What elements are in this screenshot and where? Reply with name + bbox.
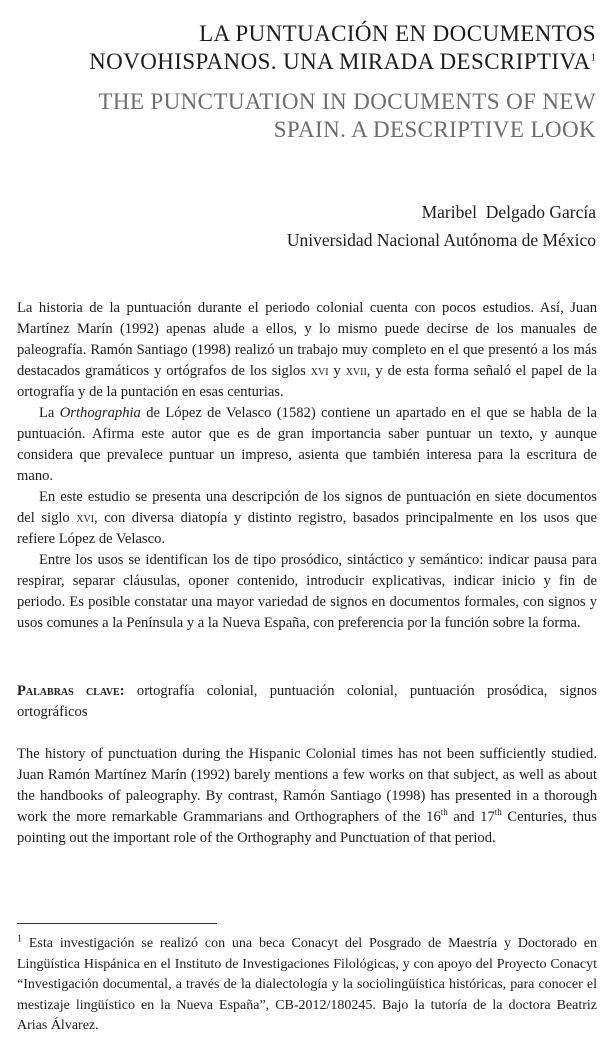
author-name: Maribel Delgado García: [421, 202, 596, 222]
abstract-paragraph-1: [17, 298, 597, 403]
abstract-spanish: [17, 298, 597, 634]
title-spanish: [36, 20, 596, 76]
abstract-en-text-c: Centuries, thus pointing out the important role of the Orthography and Punctuation of that period.: [17, 809, 597, 846]
title-english: [36, 88, 596, 144]
abstract-p2-text-b: de López de Velasco (1582) contiene un apartado en el que se habla de la puntuación. Afirma este autor que es de gran importancia saber puntuar un texto, y aunque considera que prevalece puntuar un impreso, asienta que también interesa para la escritura de mano.: [17, 405, 597, 484]
title-footnote-mark[interactable]: 1: [590, 51, 596, 64]
century-xvii: xvii: [345, 363, 367, 379]
abstract-english-paragraph: [17, 744, 597, 849]
author-affiliation: Universidad Nacional Autónoma de México: [286, 230, 596, 250]
title-english-line-1: THE PUNCTUATION IN DOCUMENTS OF NEW: [98, 89, 596, 114]
title-spanish-line-2: [36, 48, 596, 76]
footnote: [17, 934, 597, 1037]
keywords: [17, 681, 597, 723]
keywords-text: ortografía colonial, puntuación colonial, puntuación prosódica, signos ortográficos: [17, 683, 597, 720]
title-spanish-line-2-text: NOVOHISPANOS. UNA MIRADA DESCRIPTIVA: [89, 49, 591, 74]
footnote-text: Esta investigación se realizó con una beca Conacyt del Posgrado de Maestría y Doctorado en Lingüística Hispánica en el Instituto de Investigaciones Filológicas, y con apoyo del Proyecto Conacyt “Investigación documental, a través de la dialectología y la sociolingüística históricas, para conocer el mestizaje lingüístico en la Nueva España”, CB-2012/180245. Bajo la tutoría de la doctora Beatriz Arias Álvarez.: [17, 936, 597, 1033]
title-spanish-line-1: LA PUNTUACIÓN EN DOCUMENTOS: [199, 21, 596, 46]
century-xvi: xvi: [310, 363, 329, 379]
ordinal-th-1: th: [440, 807, 448, 818]
abstract-english: [17, 744, 597, 849]
century-xvi-2: xvi: [76, 510, 95, 526]
footnote-paragraph: [17, 934, 597, 1037]
abstract-p1-text-c: , y de esta forma señaló el papel de la ortografía y de la puntación en esas centurias.: [17, 363, 597, 400]
footnote-mark: 1: [17, 933, 22, 945]
abstract-p1-text-b: y: [328, 363, 346, 379]
abstract-p3-text-a: En este estudio se presenta una descripción de los signos de puntuación en siete documentos del siglo: [17, 489, 597, 526]
abstract-p3-text-b: , con diversa diatopía y distinto registro, basados principalmente en los usos que refiere López de Velasco.: [17, 510, 597, 547]
author-block: [36, 198, 596, 254]
abstract-p2-text-a: La: [39, 405, 60, 421]
abstract-paragraph-4: Entre los usos se identifican los de tipo prosódico, sintáctico y semántico: indicar pausa para respirar, separar cláusulas, oponer contenido, introducir explicativas, indicar inicio y fin de periodo. Es posible constatar una mayor variedad de signos en documentos formales, con signos y usos comunes a la Península y a la Nueva España, con preferencia por la función sobre la forma.: [17, 552, 597, 631]
orthographia-title: Orthographia: [59, 405, 141, 421]
keywords-label: Palabras clave:: [17, 683, 125, 699]
ordinal-th-2: th: [494, 807, 502, 818]
footnote-divider: [17, 923, 217, 924]
abstract-en-text-a: The history of punctuation during the Hispanic Colonial times has not been sufficiently studied. Juan Ramón Martínez Marín (1992) barely mentions a few works on that subject, as well as about the handbooks of paleography. By contrast, Ramón Santiago (1998) has presented in a thorough work the more remarkable Grammarians and Orthographers of the 16: [17, 746, 597, 825]
abstract-paragraph-2: [17, 403, 597, 487]
abstract-en-text-b: and 17: [447, 809, 495, 825]
title-english-line-2: SPAIN. A DESCRIPTIVE LOOK: [273, 117, 596, 142]
abstract-paragraph-3: [17, 487, 597, 550]
abstract-p1-text-a: La historia de la puntuación durante el periodo colonial cuenta con pocos estudios. Así, Juan Martínez Marín (1992) apenas alude a ellos, y lo mismo puede decirse de los manuales de paleografía. Ramón Santiago (1998) realizó un trabajo muy completo en el que presentó a los más destacados gramáticos y ortógrafos de los siglos: [17, 300, 597, 379]
